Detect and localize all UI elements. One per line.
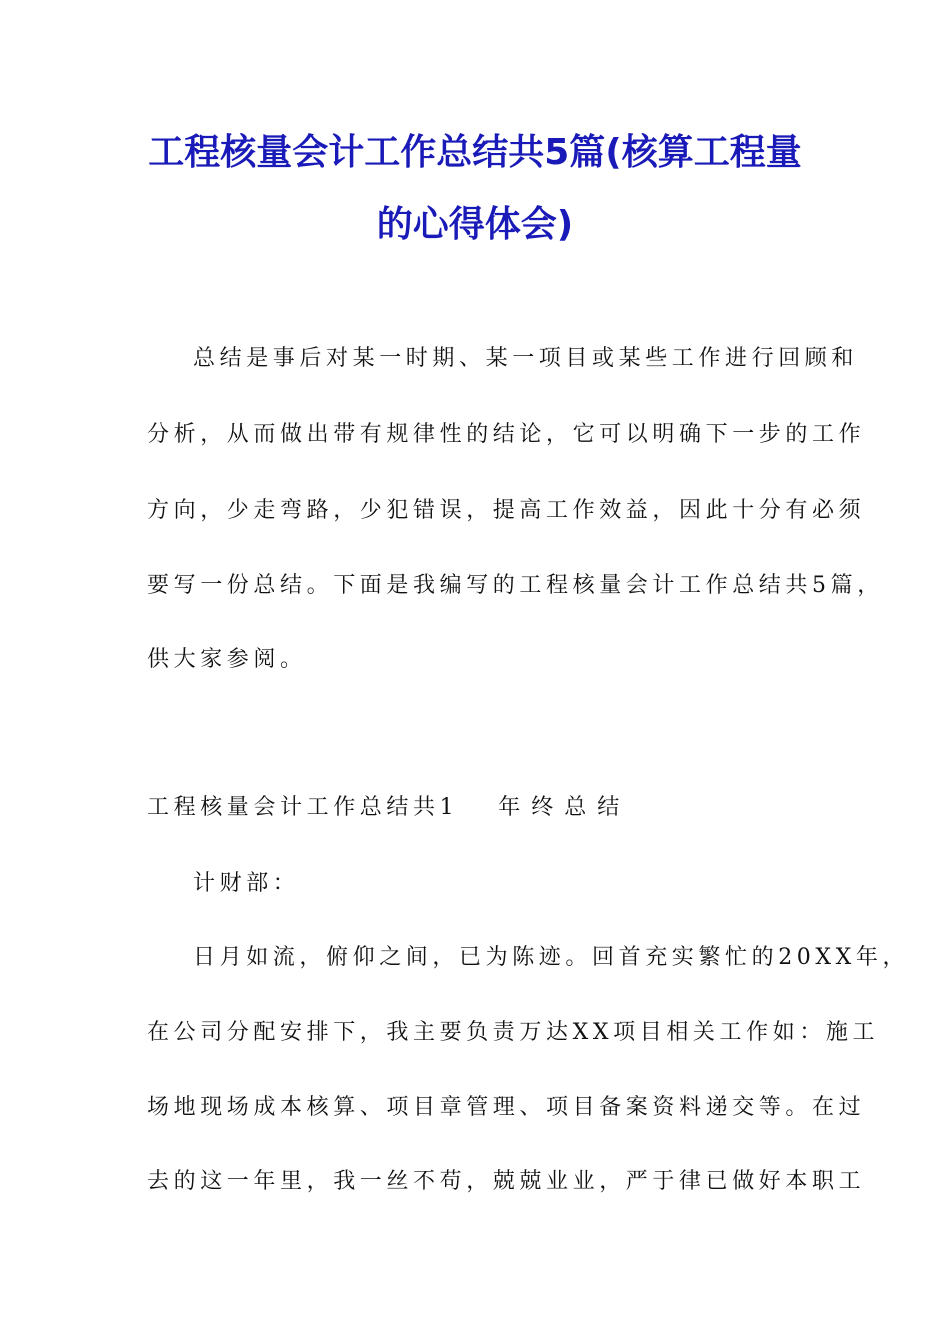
- intro-paragraph-line: 总结是事后对某一时期、某一项目或某些工作进行回顾和: [193, 346, 859, 371]
- intro-paragraph-line: 分析，从而做出带有规律性的结论，它可以明确下一步的工作: [147, 422, 866, 447]
- section-heading-text: 工程核量会计工作总结共1: [147, 795, 459, 820]
- body-paragraph-line: 场地现场成本核算、项目章管理、项目备案资料递交等。在过: [147, 1095, 866, 1120]
- body-paragraph-line: 在公司分配安排下，我主要负责万达XX项目相关工作如：施工: [147, 1020, 880, 1045]
- document-title-line-2: 的心得体会): [376, 204, 574, 245]
- intro-paragraph-line: 方向，少走弯路，少犯错误，提高工作效益，因此十分有必须: [147, 498, 866, 523]
- document-title-line-1: 工程核量会计工作总结共5篇(核算工程量: [148, 132, 802, 173]
- section-heading-suffix: 年终总结: [498, 795, 631, 820]
- intro-paragraph-line: 要写一份总结。下面是我编写的工程核量会计工作总结共5篇，: [147, 573, 884, 598]
- section-heading: [147, 793, 630, 823]
- body-paragraph-line: 日月如流，俯仰之间，已为陈迹。回首充实繁忙的20XX年，: [193, 945, 910, 970]
- intro-paragraph-line: 供大家参阅。: [147, 647, 307, 672]
- department-label: 计财部：: [193, 871, 300, 896]
- body-paragraph-line: 去的这一年里，我一丝不苟，兢兢业业，严于律已做好本职工: [147, 1169, 866, 1194]
